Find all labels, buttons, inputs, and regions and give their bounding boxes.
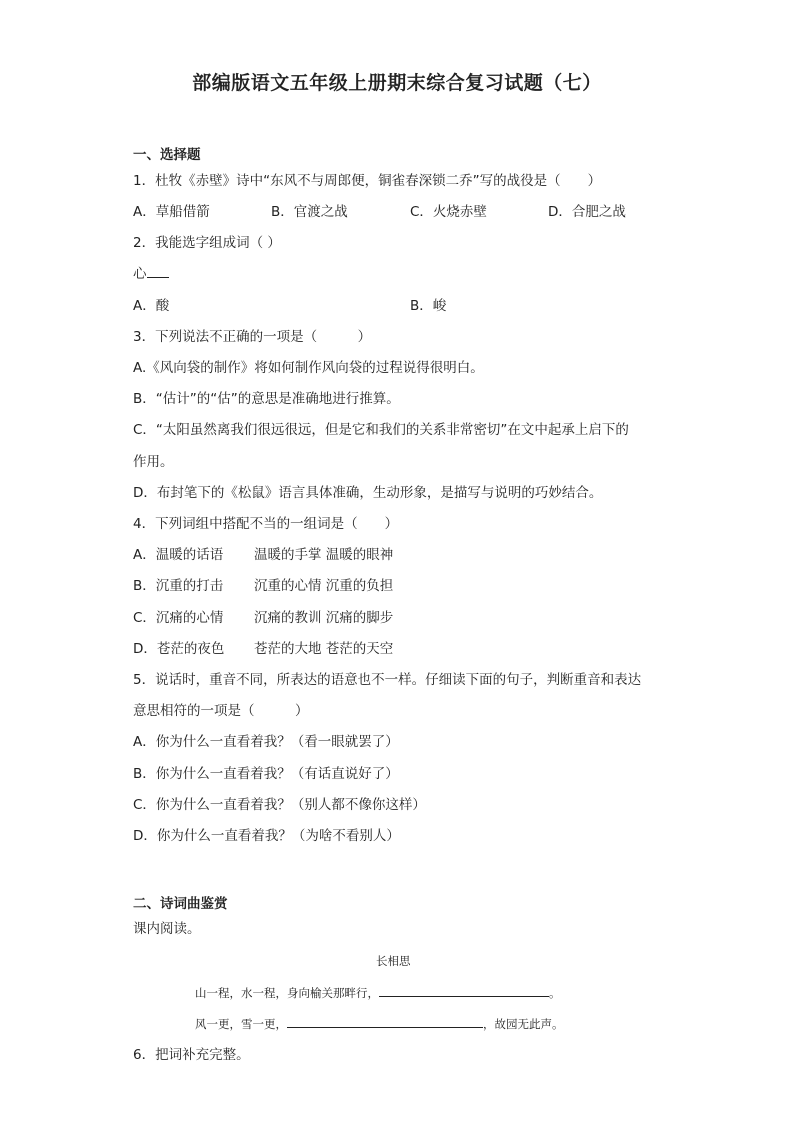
q4-option-d-rest: 苍茫的大地 苍茫的天空 bbox=[254, 641, 394, 657]
q5-option-c: C．你为什么一直看着我？（别人都不像你这样） bbox=[133, 797, 426, 813]
poem-line-2-end: ，故园无此声。 bbox=[483, 1017, 564, 1031]
q4-option-d-first: D．苍茫的夜色 bbox=[133, 641, 225, 657]
q4-option-b-first: B．沉重的打击 bbox=[133, 578, 224, 594]
poem-line-2-blank[interactable] bbox=[287, 1014, 483, 1028]
q4-option-b-rest: 沉重的心情 沉重的负担 bbox=[254, 578, 394, 594]
q3-option-d: D．布封笔下的《松鼠》语言具体准确，生动形象，是描写与说明的巧妙结合。 bbox=[133, 485, 603, 501]
q4-option-a-first: A．温暖的话语 bbox=[133, 547, 224, 563]
poem-line-1-end: 。 bbox=[549, 986, 561, 1000]
q1-option-d: D．合肥之战 bbox=[548, 204, 626, 220]
q2-option-b: B．峻 bbox=[410, 298, 447, 314]
q4-option-a-rest: 温暖的手掌 温暖的眼神 bbox=[254, 547, 394, 563]
question-6-stem: 6．把词补充完整。 bbox=[133, 1047, 250, 1063]
q3-option-c-line1: C．“太阳虽然离我们很远很远，但是它和我们的关系非常密切”在文中起承上启下的 bbox=[133, 422, 629, 438]
poem-title: 长相思 bbox=[376, 954, 411, 968]
q3-option-a: A.《风向袋的制作》将如何制作风向袋的过程说得很明白。 bbox=[133, 360, 484, 376]
poem-line-2 bbox=[195, 1014, 564, 1033]
q3-option-c-line2: 作用。 bbox=[133, 454, 174, 470]
poem-line-1-blank[interactable] bbox=[379, 983, 549, 997]
question-5-stem-line2: 意思相符的一项是（ ） bbox=[133, 703, 309, 719]
section-heading-poetry: 二、诗词曲鉴赏 bbox=[133, 896, 228, 912]
q4-option-c-first: C．沉痛的心情 bbox=[133, 610, 224, 626]
poem-line-2-text: 风一更，雪一更， bbox=[195, 1017, 287, 1031]
q5-option-a: A．你为什么一直看着我？（看一眼就罢了） bbox=[133, 734, 399, 750]
question-4-stem: 4．下列词组中搭配不当的一组词是（ ） bbox=[133, 516, 399, 532]
q1-option-b: B．官渡之战 bbox=[271, 204, 348, 220]
q2-word-blank bbox=[133, 264, 169, 284]
question-1-stem: 1．杜牧《赤壁》诗中“东风不与周郎便，铜雀春深锁二乔”写的战役是（ ） bbox=[133, 173, 602, 189]
q1-option-a: A．草船借箭 bbox=[133, 204, 210, 220]
page-title: 部编版语文五年级上册期末综合复习试题（七） bbox=[192, 72, 602, 94]
q2-word: 心 bbox=[133, 266, 147, 282]
q5-option-d: D．你为什么一直看着我？（为啥不看别人） bbox=[133, 828, 400, 844]
section-heading-choice: 一、选择题 bbox=[133, 147, 201, 163]
poem-line-1 bbox=[195, 983, 561, 1002]
question-3-stem: 3．下列说法不正确的一项是（ ） bbox=[133, 329, 372, 345]
q2-option-a: A．酸 bbox=[133, 298, 170, 314]
q4-option-c-rest: 沉痛的教训 沉痛的脚步 bbox=[254, 610, 394, 626]
q3-option-b: B．“估计”的“估”的意思是准确地进行推算。 bbox=[133, 391, 400, 407]
question-5-stem-line1: 5．说话时，重音不同，所表达的语意也不一样。仔细读下面的句子，判断重音和表达 bbox=[133, 672, 642, 688]
q5-option-b: B．你为什么一直看着我？（有话直说好了） bbox=[133, 766, 399, 782]
question-2-stem: 2．我能选字组成词（ ） bbox=[133, 235, 281, 251]
reading-intro: 课内阅读。 bbox=[133, 921, 201, 937]
q2-blank bbox=[147, 264, 169, 278]
poem-line-1-text: 山一程，水一程，身向榆关那畔行， bbox=[195, 986, 379, 1000]
q1-option-c: C．火烧赤壁 bbox=[410, 204, 487, 220]
